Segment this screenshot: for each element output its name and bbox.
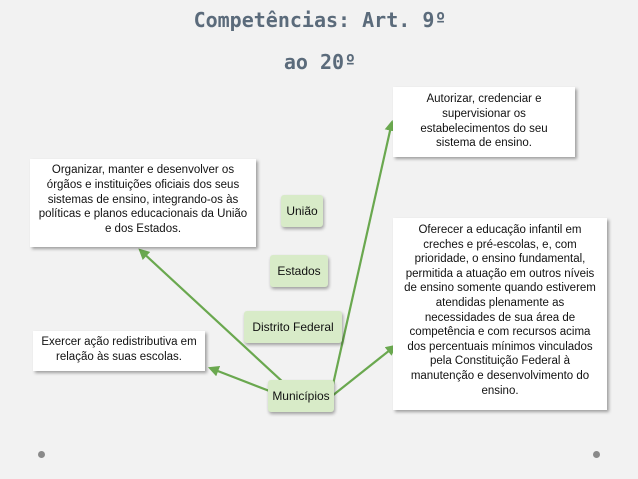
box-exercer <box>33 331 205 371</box>
box-exercer-text: Exercer ação redistributiva em relação às suas escolas. <box>41 336 197 363</box>
entity-estados <box>270 255 328 287</box>
entity-distrito-federal-label: Distrito Federal <box>252 320 334 334</box>
arrow-to-oferecer <box>332 346 395 396</box>
right-corner-dot <box>593 451 600 458</box>
entity-municipios <box>268 380 334 412</box>
entity-estados-label: Estados <box>277 264 321 278</box>
box-autorizar-text: Autorizar, credenciar e supervisionar os estabelecimentos do seu sistema de ensino. <box>420 93 548 150</box>
entity-distrito-federal <box>244 311 342 343</box>
box-organizar <box>30 159 256 247</box>
left-corner-dot <box>38 451 45 458</box>
title-line-2: ao 20º <box>283 50 357 74</box>
box-oferecer <box>393 218 607 410</box>
box-oferecer-text: Oferecer a educação infantil em creches e pré-escolas, e, com prioridade, o ensino fundamental, permitida a atuação em outros níveis de ensino somente quando estiverem atendidas plenamente as necessidades de sua área de competência e com recursos acima dos percentuais mínimos vinculados pela Constituição Federal à manutenção e desenvolvimento do ensino. <box>404 224 596 397</box>
title-line-1: Competências: Art. 9º <box>193 8 447 32</box>
box-organizar-text: Organizar, manter e desenvolver os órgãos e instituições oficiais dos seus sistemas de ensino, integrando-os às políticas e planos educacionais da União e dos Estados. <box>38 164 248 236</box>
entity-uniao <box>281 195 323 227</box>
box-autorizar <box>393 87 575 157</box>
entity-municipios-label: Municípios <box>272 389 330 403</box>
entity-uniao-label: União <box>286 204 318 218</box>
